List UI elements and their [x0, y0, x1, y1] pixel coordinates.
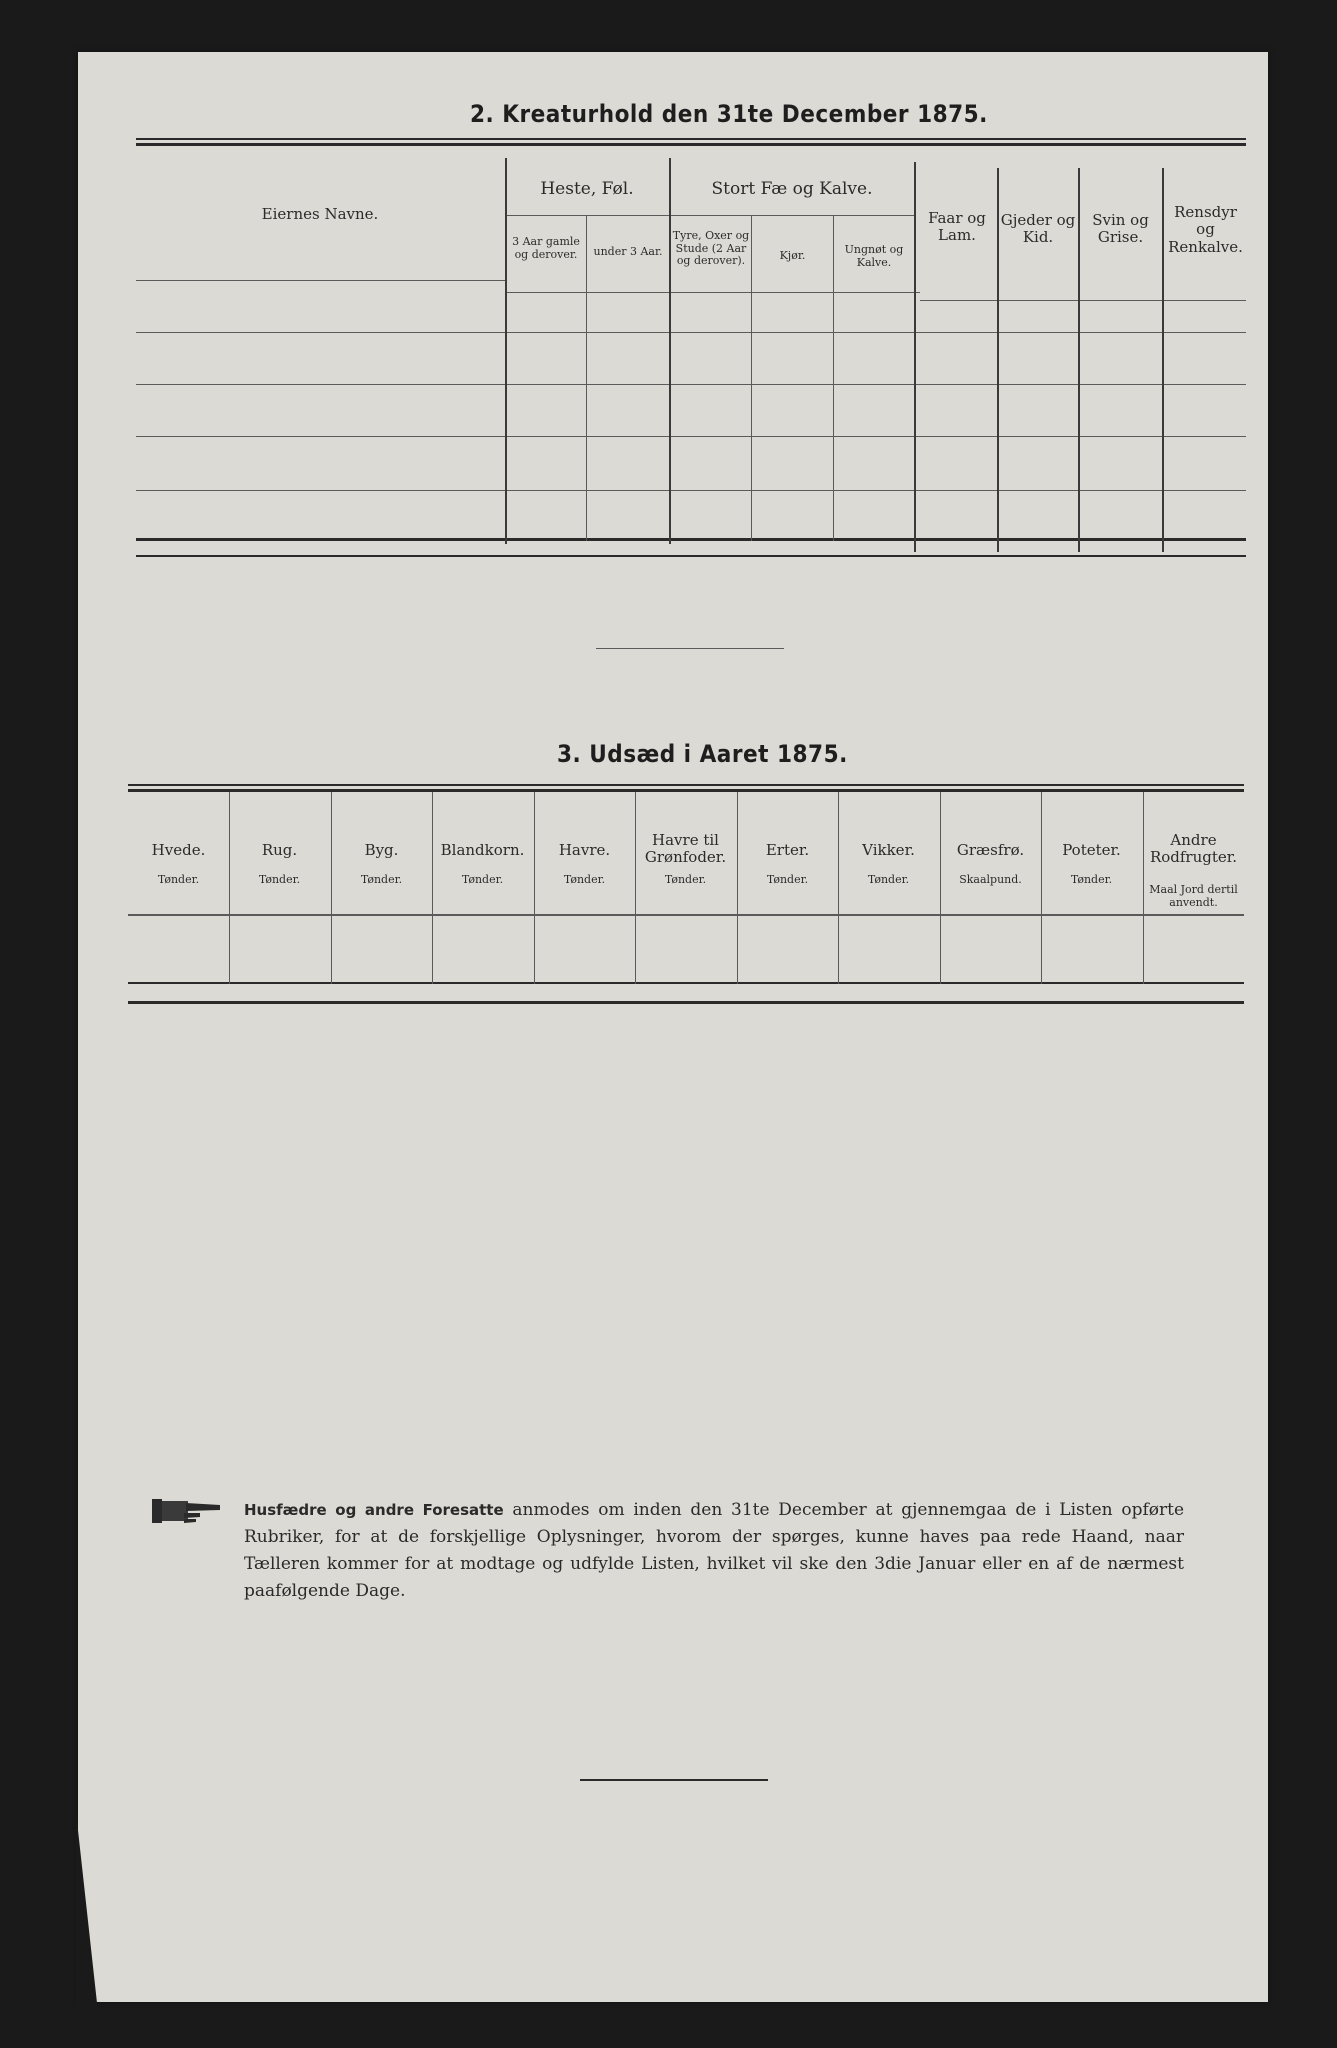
- rensdyr-header: Rensdyr og Renkalve.: [1168, 203, 1243, 256]
- udsaed-col-unit: Tønder.: [664, 873, 707, 886]
- col-divider: [635, 792, 636, 984]
- stort-sub1: Tyre, Oxer og Stude (2 Aar og derover).: [672, 229, 750, 268]
- section3-title: 3. Udsæd i Aaret 1875.: [557, 740, 848, 768]
- col-divider: [669, 158, 671, 544]
- udsaed-col-name: Erter.: [765, 841, 810, 859]
- udsaed-col-unit: Tønder.: [766, 873, 809, 886]
- svin-header: Svin og Grise.: [1092, 211, 1149, 247]
- udsaed-col-name: Græsfrø.: [956, 841, 1025, 859]
- rule: [136, 555, 1246, 557]
- udsaed-col-name: Havre til Grønfoder.: [644, 831, 727, 867]
- rule: [505, 215, 915, 216]
- gjeder-header: Gjeder og Kid.: [1000, 211, 1076, 247]
- col-divider: [838, 792, 839, 984]
- udsaed-col-unit: Tønder.: [461, 873, 504, 886]
- udsaed-col-unit: Tønder.: [1070, 873, 1113, 886]
- col-divider: [737, 792, 738, 984]
- rule: [505, 292, 920, 293]
- stort-sub2: Kjør.: [779, 249, 806, 262]
- udsaed-col-unit: Tønder.: [360, 873, 403, 886]
- col-divider: [534, 792, 535, 984]
- col-divider: [1041, 792, 1042, 984]
- end-ornament: [580, 1779, 768, 1781]
- col-divider: [229, 792, 230, 984]
- col-divider: [940, 792, 941, 984]
- col-divider: [505, 158, 507, 544]
- heste-header: Heste, Føl.: [540, 179, 634, 199]
- col-divider: [751, 216, 752, 541]
- col-divider: [432, 792, 433, 984]
- udsaed-col-unit: Tønder.: [157, 873, 200, 886]
- udsaed-col-unit: Maal Jord dertil anvendt.: [1149, 883, 1238, 909]
- col-divider: [1143, 792, 1144, 984]
- udsaed-col-name: Poteter.: [1062, 841, 1121, 859]
- udsaed-col-unit: Skaalpund.: [959, 873, 1022, 886]
- rule: [128, 789, 1244, 792]
- rule: [128, 784, 1244, 786]
- udsaed-col-unit: Tønder.: [563, 873, 606, 886]
- udsaed-col-name: Andre Rodfrugter.: [1149, 831, 1238, 867]
- col-divider: [914, 162, 916, 552]
- notice-text: [244, 1497, 1184, 1605]
- form-page: [78, 52, 1268, 2002]
- rule: [128, 982, 1244, 984]
- rule: [920, 300, 1246, 301]
- notice-body: anmodes om inden den 31te December at gjennemgaa de i Listen opførte Rubriker, for at de forskjellige Oplysninger, hvorom der spørges, kunne haves paa rede Haand, naar Tælleren kommer for at modtage og udfylde Listen, hvilket vil ske den 3die Januar eller en af de nærmest paafølgende Dage.: [244, 1500, 1184, 1601]
- rule: [136, 138, 1246, 140]
- rule: [128, 1001, 1244, 1004]
- stort-sub3: Ungnøt og Kalve.: [844, 243, 904, 269]
- heste-sub2: under 3 Aar.: [593, 245, 663, 258]
- rule: [136, 280, 506, 281]
- col-divider: [331, 792, 332, 984]
- udsaed-col-name: Hvede.: [151, 841, 206, 859]
- faar-header: Faar og Lam.: [928, 209, 986, 245]
- owner-header: Eiernes Navne.: [261, 205, 379, 223]
- torn-corner: [76, 1812, 116, 2012]
- section2-title: 2. Kreaturhold den 31te December 1875.: [470, 100, 988, 128]
- udsaed-col-name: Havre.: [558, 841, 611, 859]
- col-divider: [586, 216, 587, 541]
- udsaed-col-unit: Tønder.: [867, 873, 910, 886]
- udsaed-col-name: Rug.: [261, 841, 298, 859]
- pointing-hand-icon: [150, 1493, 222, 1533]
- udsaed-col-name: Byg.: [364, 841, 399, 859]
- stort-header: Stort Fæ og Kalve.: [711, 179, 873, 199]
- udsaed-col-name: Blandkorn.: [440, 841, 525, 859]
- udsaed-col-unit: Tønder.: [258, 873, 301, 886]
- rule: [136, 143, 1246, 146]
- heste-sub1: 3 Aar gamle og derover.: [512, 235, 580, 261]
- separator-line: [596, 648, 784, 649]
- udsaed-col-name: Vikker.: [862, 841, 915, 859]
- rule: [128, 914, 1244, 916]
- notice-lead: Husfædre og andre Foresatte: [244, 1501, 504, 1519]
